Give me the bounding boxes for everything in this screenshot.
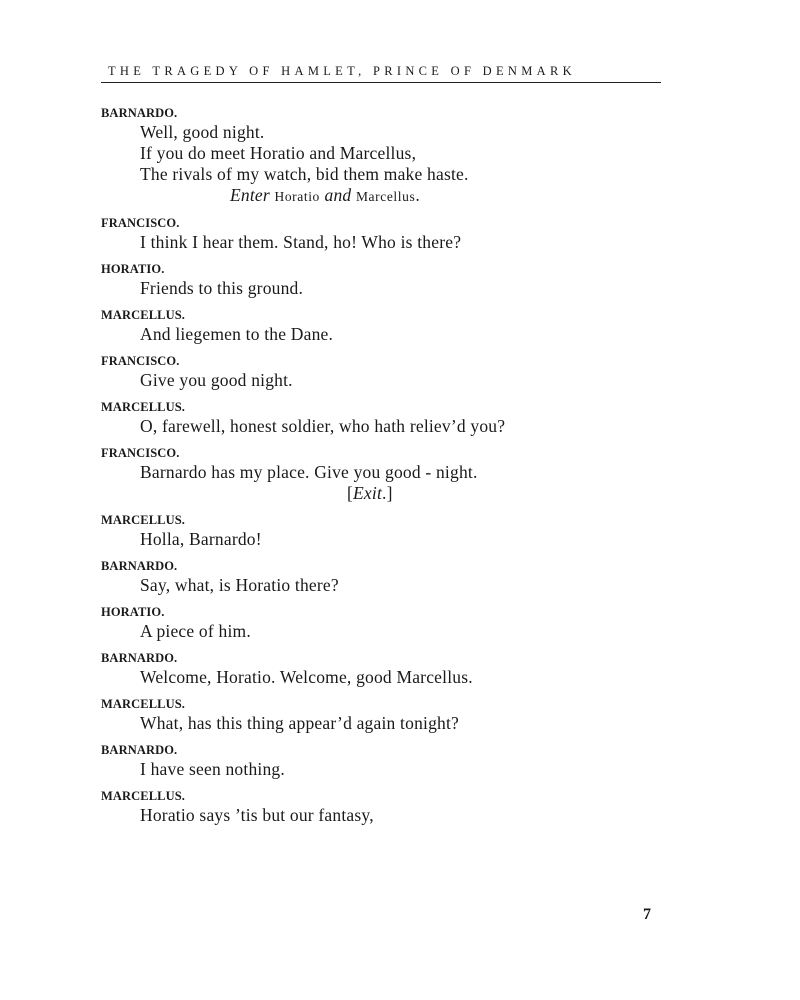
speech xyxy=(101,399,661,437)
dialogue-line: What, has this thing appear’d again tonight? xyxy=(140,713,460,733)
script-content xyxy=(101,105,661,826)
dialogue-line: Well, good night. xyxy=(140,122,265,142)
sd-bracket-open: [ xyxy=(347,483,354,503)
speech xyxy=(101,353,661,391)
running-head: THE TRAGEDY OF HAMLET, PRINCE OF DENMARK xyxy=(101,60,661,83)
dialogue-line: I think I hear them. Stand, ho! Who is there? xyxy=(140,232,462,252)
dialogue-line: Say, what, is Horatio there? xyxy=(140,575,339,595)
speaker-name: BARNARDO. xyxy=(101,651,178,665)
speech xyxy=(101,512,661,550)
dialogue-line: Give you good night. xyxy=(140,370,293,390)
dialogue-line: I have seen nothing. xyxy=(140,759,285,779)
sd-conjunction: and xyxy=(324,185,352,205)
speaker-name: FRANCISCO. xyxy=(101,446,180,460)
stage-direction-enter xyxy=(101,185,661,207)
speaker-name: FRANCISCO. xyxy=(101,354,180,368)
speaker-name: HORATIO. xyxy=(101,605,165,619)
sd-bracket-close: .] xyxy=(382,483,393,503)
speaker-name: BARNARDO. xyxy=(101,106,178,120)
speech xyxy=(101,650,661,688)
sd-period: . xyxy=(415,185,420,205)
page-number: 7 xyxy=(643,906,651,923)
speech xyxy=(101,215,661,253)
dialogue-line: Barnardo has my place. Give you good - night. xyxy=(140,462,478,482)
speech xyxy=(101,604,661,642)
speech xyxy=(101,445,661,504)
dialogue-line: Horatio says ’tis but our fantasy, xyxy=(140,805,374,825)
page xyxy=(101,60,661,834)
dialogue-line: Friends to this ground. xyxy=(140,278,304,298)
dialogue-line: Welcome, Horatio. Welcome, good Marcellus. xyxy=(140,667,473,687)
stage-direction-exit xyxy=(101,483,661,504)
speech xyxy=(101,696,661,734)
sd-character-horatio: Horatio xyxy=(274,189,320,204)
speech xyxy=(101,558,661,596)
speaker-name: MARCELLUS. xyxy=(101,400,185,414)
sd-exit-word: Exit xyxy=(353,483,383,503)
speech xyxy=(101,788,661,826)
dialogue-line: The rivals of my watch, bid them make haste. xyxy=(140,164,469,184)
dialogue-line: And liegemen to the Dane. xyxy=(140,324,334,344)
speech xyxy=(101,261,661,299)
dialogue-line: O, farewell, honest soldier, who hath reliev’d you? xyxy=(140,416,506,436)
sd-character-marcellus: Marcellus xyxy=(355,189,416,204)
dialogue-line: Holla, Barnardo! xyxy=(140,529,262,549)
speech xyxy=(101,105,661,207)
speaker-name: MARCELLUS. xyxy=(101,789,185,803)
speaker-name: BARNARDO. xyxy=(101,559,178,573)
sd-verb: Enter xyxy=(230,185,270,205)
speaker-name: MARCELLUS. xyxy=(101,513,185,527)
speaker-name: HORATIO. xyxy=(101,262,165,276)
dialogue-line: A piece of him. xyxy=(140,621,251,641)
speaker-name: MARCELLUS. xyxy=(101,308,185,322)
speech xyxy=(101,742,661,780)
dialogue-line: If you do meet Horatio and Marcellus, xyxy=(140,143,417,163)
speech xyxy=(101,307,661,345)
speaker-name: BARNARDO. xyxy=(101,743,178,757)
speaker-name: FRANCISCO. xyxy=(101,216,180,230)
speaker-name: MARCELLUS. xyxy=(101,697,185,711)
